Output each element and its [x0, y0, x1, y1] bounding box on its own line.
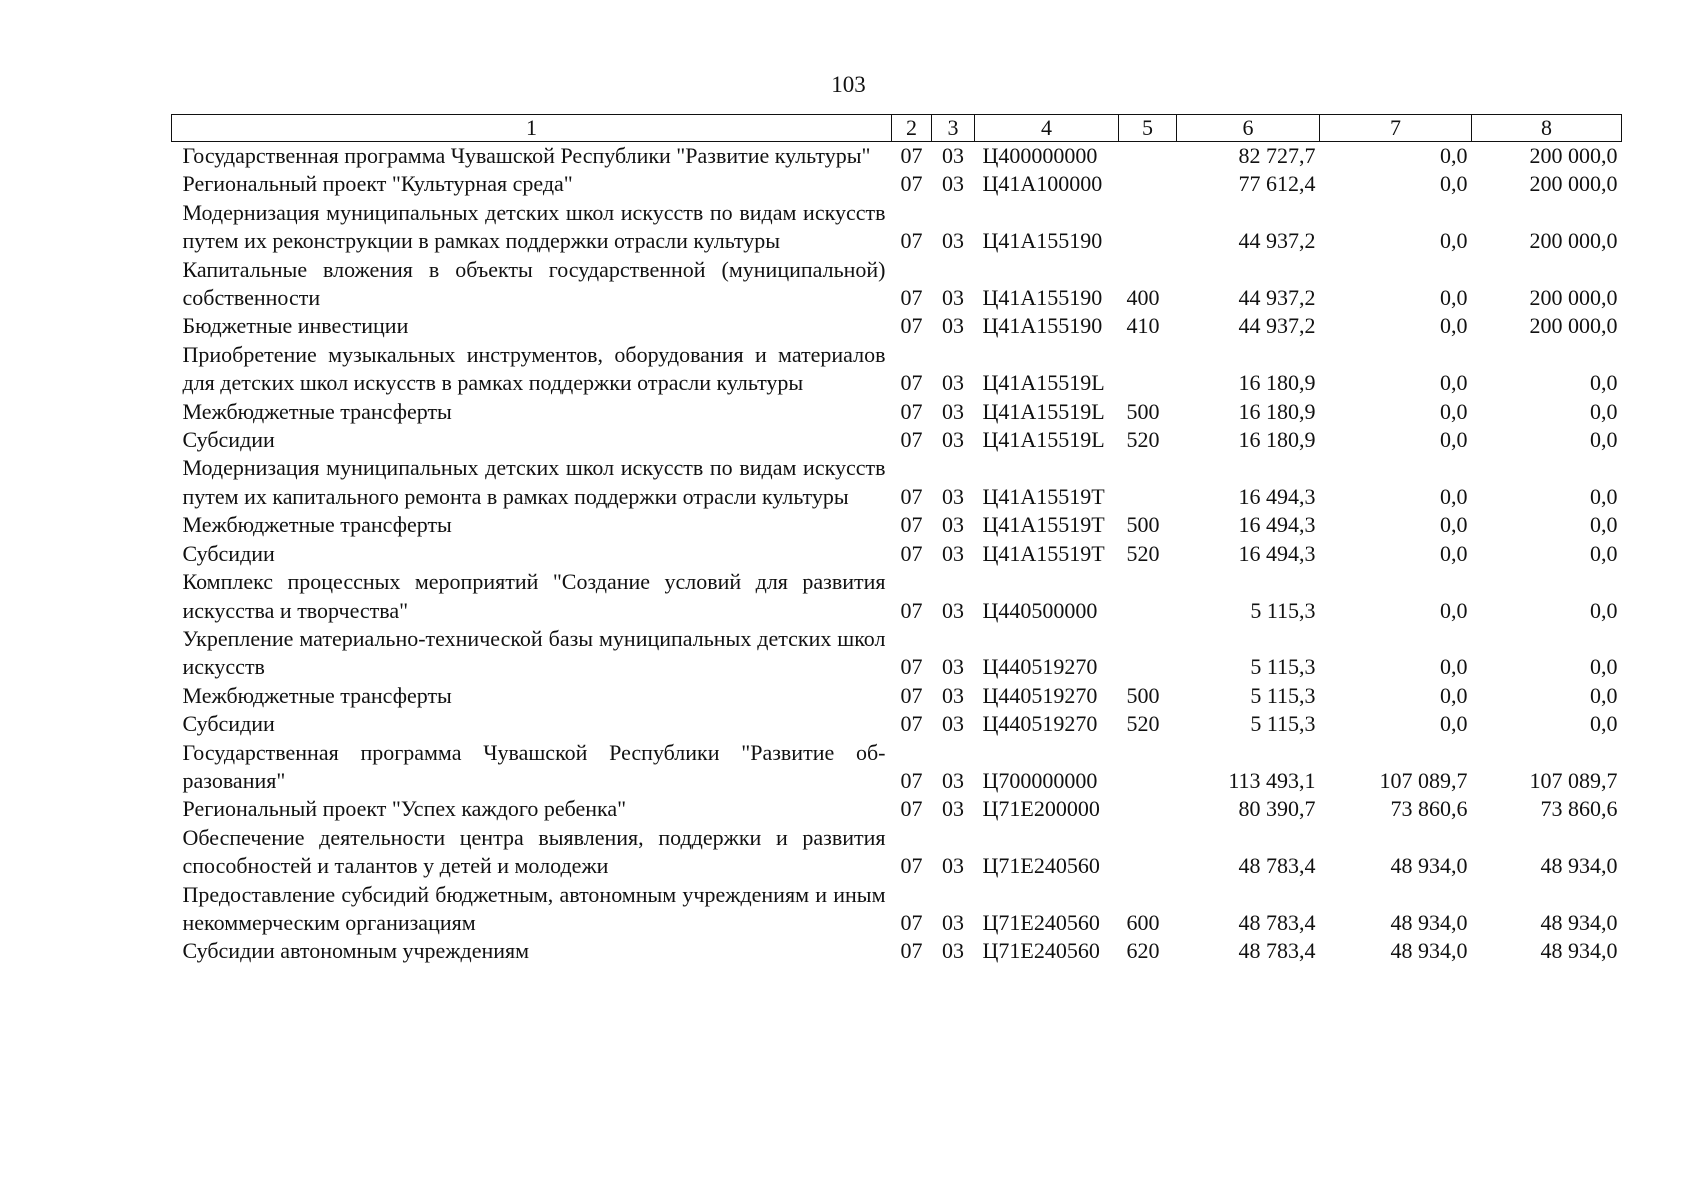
- row-subsection-code: 03: [942, 398, 964, 424]
- row-description: Комплекс процессных мероприятий "Создание условий для развития искусства и творчества": [182, 569, 886, 623]
- table-row: [172, 568, 1622, 625]
- row-section-code: 07: [900, 711, 923, 737]
- table-row: [172, 739, 1622, 796]
- row-expense-type: 400: [1126, 285, 1160, 311]
- row-expense-type: [1119, 795, 1177, 823]
- row-target-article: Ц41А100000: [982, 171, 1103, 197]
- table-row: [172, 682, 1622, 710]
- row-amount-3: 48 934,0: [1540, 853, 1618, 879]
- row-amount-1: 80 390,7: [1238, 796, 1316, 822]
- row-description: Межбюджетные трансферты: [182, 398, 452, 424]
- row-description: Межбюджетные трансферты: [182, 512, 452, 538]
- row-target-article: Ц440500000: [982, 597, 1098, 623]
- header-cell-6: 6: [1177, 115, 1320, 142]
- row-target-article: Ц41А155190: [982, 228, 1103, 254]
- row-amount-2: 0,0: [1440, 597, 1468, 623]
- row-target-article: Ц700000000: [982, 767, 1098, 793]
- row-expense-type: 500: [1126, 512, 1160, 538]
- table-row: [172, 256, 1622, 313]
- row-section-code: 07: [900, 597, 923, 623]
- row-amount-2: 0,0: [1440, 540, 1468, 566]
- row-subsection-code: 03: [942, 540, 964, 566]
- row-amount-1: 82 727,7: [1238, 143, 1316, 168]
- row-amount-3: 0,0: [1590, 682, 1618, 708]
- row-amount-3: 48 934,0: [1540, 938, 1618, 964]
- table-row: [172, 454, 1622, 511]
- row-subsection-code: 03: [942, 909, 964, 935]
- row-expense-type: 500: [1126, 682, 1160, 708]
- row-section-code: 07: [900, 171, 923, 197]
- row-amount-2: 0,0: [1440, 682, 1468, 708]
- row-subsection-code: 03: [942, 313, 964, 339]
- header-cell-5: 5: [1119, 115, 1177, 142]
- row-amount-2: 0,0: [1440, 711, 1468, 737]
- row-amount-1: 5 115,3: [1250, 597, 1316, 623]
- row-expense-type: [1119, 341, 1177, 398]
- row-amount-2: 0,0: [1440, 654, 1468, 680]
- row-description: Региональный проект "Успех каждого ребенка": [182, 796, 627, 822]
- row-amount-3: 200 000,0: [1529, 228, 1618, 254]
- table-row: [172, 170, 1622, 198]
- header-cell-7: 7: [1320, 115, 1472, 142]
- row-subsection-code: 03: [942, 767, 964, 793]
- row-description: Модернизация муниципальных детских школ искусств по видам искусств путем их капитального ремонта в рамках поддержки отрасли культуры: [182, 455, 886, 509]
- row-subsection-code: 03: [942, 143, 964, 168]
- table-row: [172, 312, 1622, 340]
- row-target-article: Ц71Е240560: [982, 853, 1100, 879]
- row-amount-2: 48 934,0: [1390, 909, 1468, 935]
- row-target-article: Ц71Е200000: [982, 796, 1100, 822]
- row-amount-1: 16 494,3: [1238, 540, 1316, 566]
- header-row: [172, 115, 1622, 142]
- row-section-code: 07: [900, 938, 923, 964]
- row-expense-type: 410: [1126, 313, 1160, 339]
- row-target-article: Ц41А155190: [982, 285, 1103, 311]
- table-row: [172, 341, 1622, 398]
- row-amount-2: 0,0: [1440, 171, 1468, 197]
- row-expense-type: [1119, 170, 1177, 198]
- table-row: [172, 710, 1622, 738]
- row-amount-2: 0,0: [1440, 370, 1468, 396]
- row-amount-3: 0,0: [1590, 483, 1618, 509]
- row-subsection-code: 03: [942, 654, 964, 680]
- row-amount-3: 200 000,0: [1529, 143, 1618, 168]
- row-section-code: 07: [900, 483, 923, 509]
- row-expense-type: 500: [1126, 398, 1160, 424]
- row-description: Субсидии: [182, 540, 275, 566]
- header-cell-1: 1: [172, 115, 892, 142]
- row-target-article: Ц41А15519L: [982, 398, 1105, 424]
- row-section-code: 07: [900, 909, 923, 935]
- table-row: [172, 824, 1622, 881]
- row-description: Субсидии: [182, 711, 275, 737]
- row-expense-type: 620: [1126, 938, 1160, 964]
- row-description: Предоставление субсидий бюджетным, автономным учреждениям и иным некоммерческим организациям: [182, 881, 886, 935]
- row-amount-1: 44 937,2: [1238, 285, 1316, 311]
- row-amount-2: 48 934,0: [1390, 853, 1468, 879]
- row-amount-1: 5 115,3: [1250, 654, 1316, 680]
- header-cell-2: 2: [892, 115, 932, 142]
- row-amount-2: 0,0: [1440, 483, 1468, 509]
- row-amount-2: 0,0: [1440, 285, 1468, 311]
- row-subsection-code: 03: [942, 512, 964, 538]
- row-amount-2: 0,0: [1440, 143, 1468, 168]
- row-description: Субсидии автономным учреждениям: [182, 938, 530, 964]
- row-description: Региональный проект "Культурная среда": [182, 171, 573, 197]
- row-amount-1: 48 783,4: [1238, 853, 1316, 879]
- table-row: [172, 511, 1622, 539]
- table-row: [172, 625, 1622, 682]
- row-target-article: Ц41А15519Т: [982, 540, 1105, 566]
- row-description: Модернизация муниципальных детских школ искусств по видам искусств путем их реконструкции в рамках поддержки отрасли культуры: [182, 199, 886, 254]
- row-amount-3: 0,0: [1590, 370, 1618, 396]
- row-expense-type: 520: [1126, 427, 1160, 453]
- header-cell-8: 8: [1472, 115, 1622, 142]
- row-section-code: 07: [900, 228, 923, 254]
- row-amount-2: 73 860,6: [1390, 796, 1468, 822]
- row-section-code: 07: [900, 767, 923, 793]
- row-amount-2: 0,0: [1440, 313, 1468, 339]
- row-amount-3: 73 860,6: [1540, 796, 1618, 822]
- budget-table: [171, 114, 1622, 966]
- row-target-article: Ц71Е240560: [982, 909, 1100, 935]
- table-body: [172, 142, 1622, 966]
- table-header: [172, 115, 1622, 142]
- row-target-article: Ц41А15519L: [982, 427, 1105, 453]
- row-amount-1: 16 180,9: [1238, 398, 1316, 424]
- row-expense-type: [1119, 568, 1177, 625]
- row-section-code: 07: [900, 370, 923, 396]
- row-section-code: 07: [900, 427, 923, 453]
- row-amount-1: 48 783,4: [1238, 938, 1316, 964]
- row-amount-1: 44 937,2: [1238, 313, 1316, 339]
- row-amount-1: 16 180,9: [1238, 370, 1316, 396]
- row-subsection-code: 03: [942, 483, 964, 509]
- row-description: Обеспечение деятельности центра выявления, поддержки и развития способностей и талантов у детей и молодежи: [182, 824, 886, 879]
- row-target-article: Ц71Е240560: [982, 938, 1100, 964]
- row-expense-type: 520: [1126, 540, 1160, 566]
- row-amount-3: 48 934,0: [1540, 909, 1618, 935]
- row-amount-1: 5 115,3: [1250, 682, 1316, 708]
- row-amount-1: 44 937,2: [1238, 228, 1316, 254]
- row-amount-2: 0,0: [1440, 427, 1468, 453]
- row-amount-1: 16 494,3: [1238, 483, 1316, 509]
- row-amount-1: 16 494,3: [1238, 512, 1316, 538]
- row-section-code: 07: [900, 512, 923, 538]
- row-section-code: 07: [900, 313, 923, 339]
- row-amount-3: 0,0: [1590, 654, 1618, 680]
- row-target-article: Ц440519270: [982, 711, 1098, 737]
- row-subsection-code: 03: [942, 597, 964, 623]
- row-target-article: Ц41А155190: [982, 313, 1103, 339]
- table-row: [172, 540, 1622, 568]
- row-target-article: Ц440519270: [982, 682, 1098, 708]
- row-subsection-code: 03: [942, 370, 964, 396]
- row-expense-type: [1119, 625, 1177, 682]
- table-row: [172, 795, 1622, 823]
- table-row: [172, 142, 1622, 171]
- table-row: [172, 199, 1622, 256]
- row-section-code: 07: [900, 285, 923, 311]
- row-amount-2: 0,0: [1440, 398, 1468, 424]
- row-section-code: 07: [900, 398, 923, 424]
- row-expense-type: [1119, 454, 1177, 511]
- row-expense-type: 600: [1126, 909, 1160, 935]
- row-amount-3: 0,0: [1590, 427, 1618, 453]
- row-amount-1: 48 783,4: [1238, 909, 1316, 935]
- row-subsection-code: 03: [942, 938, 964, 964]
- header-cell-4: 4: [975, 115, 1119, 142]
- row-amount-1: 5 115,3: [1250, 711, 1316, 737]
- row-amount-2: 0,0: [1440, 228, 1468, 254]
- row-amount-3: 0,0: [1590, 398, 1618, 424]
- row-section-code: 07: [900, 796, 923, 822]
- table-row: [172, 881, 1622, 938]
- row-subsection-code: 03: [942, 285, 964, 311]
- row-description: Бюджетные инвестиции: [182, 313, 409, 339]
- row-target-article: Ц41А15519Т: [982, 483, 1105, 509]
- row-subsection-code: 03: [942, 682, 964, 708]
- row-amount-1: 77 612,4: [1238, 171, 1316, 197]
- row-amount-2: 48 934,0: [1390, 938, 1468, 964]
- row-amount-3: 200 000,0: [1529, 171, 1618, 197]
- row-amount-3: 107 089,7: [1529, 767, 1618, 793]
- row-section-code: 07: [900, 853, 923, 879]
- page-number: 103: [831, 72, 866, 97]
- row-section-code: 07: [900, 654, 923, 680]
- row-expense-type: [1119, 824, 1177, 881]
- row-description: Межбюджетные трансферты: [182, 682, 452, 708]
- row-subsection-code: 03: [942, 228, 964, 254]
- row-subsection-code: 03: [942, 711, 964, 737]
- table-row: [172, 937, 1622, 965]
- row-amount-3: 200 000,0: [1529, 285, 1618, 311]
- row-target-article: Ц400000000: [982, 143, 1098, 168]
- row-section-code: 07: [900, 682, 923, 708]
- row-amount-2: 107 089,7: [1379, 767, 1468, 793]
- row-expense-type: [1119, 199, 1177, 256]
- row-subsection-code: 03: [942, 796, 964, 822]
- row-description: Государственная программа Чувашской Республики "Развитие образования": [182, 739, 886, 793]
- row-amount-3: 0,0: [1590, 540, 1618, 566]
- row-amount-3: 200 000,0: [1529, 313, 1618, 339]
- row-amount-1: 113 493,1: [1228, 767, 1316, 793]
- row-expense-type: 520: [1126, 711, 1160, 737]
- row-description: Государственная программа Чувашской Республики "Развитие культуры": [182, 143, 871, 168]
- table-row: [172, 426, 1622, 454]
- row-amount-3: 0,0: [1590, 711, 1618, 737]
- row-section-code: 07: [900, 143, 923, 168]
- row-target-article: Ц440519270: [982, 654, 1098, 680]
- header-cell-3: 3: [932, 115, 975, 142]
- row-subsection-code: 03: [942, 853, 964, 879]
- row-description: Укрепление материально-технической базы муниципальных детских школ искусств: [182, 625, 886, 680]
- row-amount-2: 0,0: [1440, 512, 1468, 538]
- row-expense-type: [1119, 142, 1177, 171]
- table-row: [172, 398, 1622, 426]
- row-subsection-code: 03: [942, 427, 964, 453]
- row-description: Приобретение музыкальных инструментов, оборудования и материалов для детских школ искусств в рамках поддержки отрасли культуры: [182, 341, 886, 396]
- row-amount-1: 16 180,9: [1238, 427, 1316, 453]
- row-subsection-code: 03: [942, 171, 964, 197]
- row-description: Капитальные вложения в объекты государственной (муниципальной) собственности: [182, 256, 886, 311]
- row-amount-3: 0,0: [1590, 597, 1618, 623]
- row-section-code: 07: [900, 540, 923, 566]
- row-description: Субсидии: [182, 427, 275, 453]
- row-amount-3: 0,0: [1590, 512, 1618, 538]
- row-target-article: Ц41А15519L: [982, 370, 1105, 396]
- row-target-article: Ц41А15519Т: [982, 512, 1105, 538]
- row-expense-type: [1119, 739, 1177, 796]
